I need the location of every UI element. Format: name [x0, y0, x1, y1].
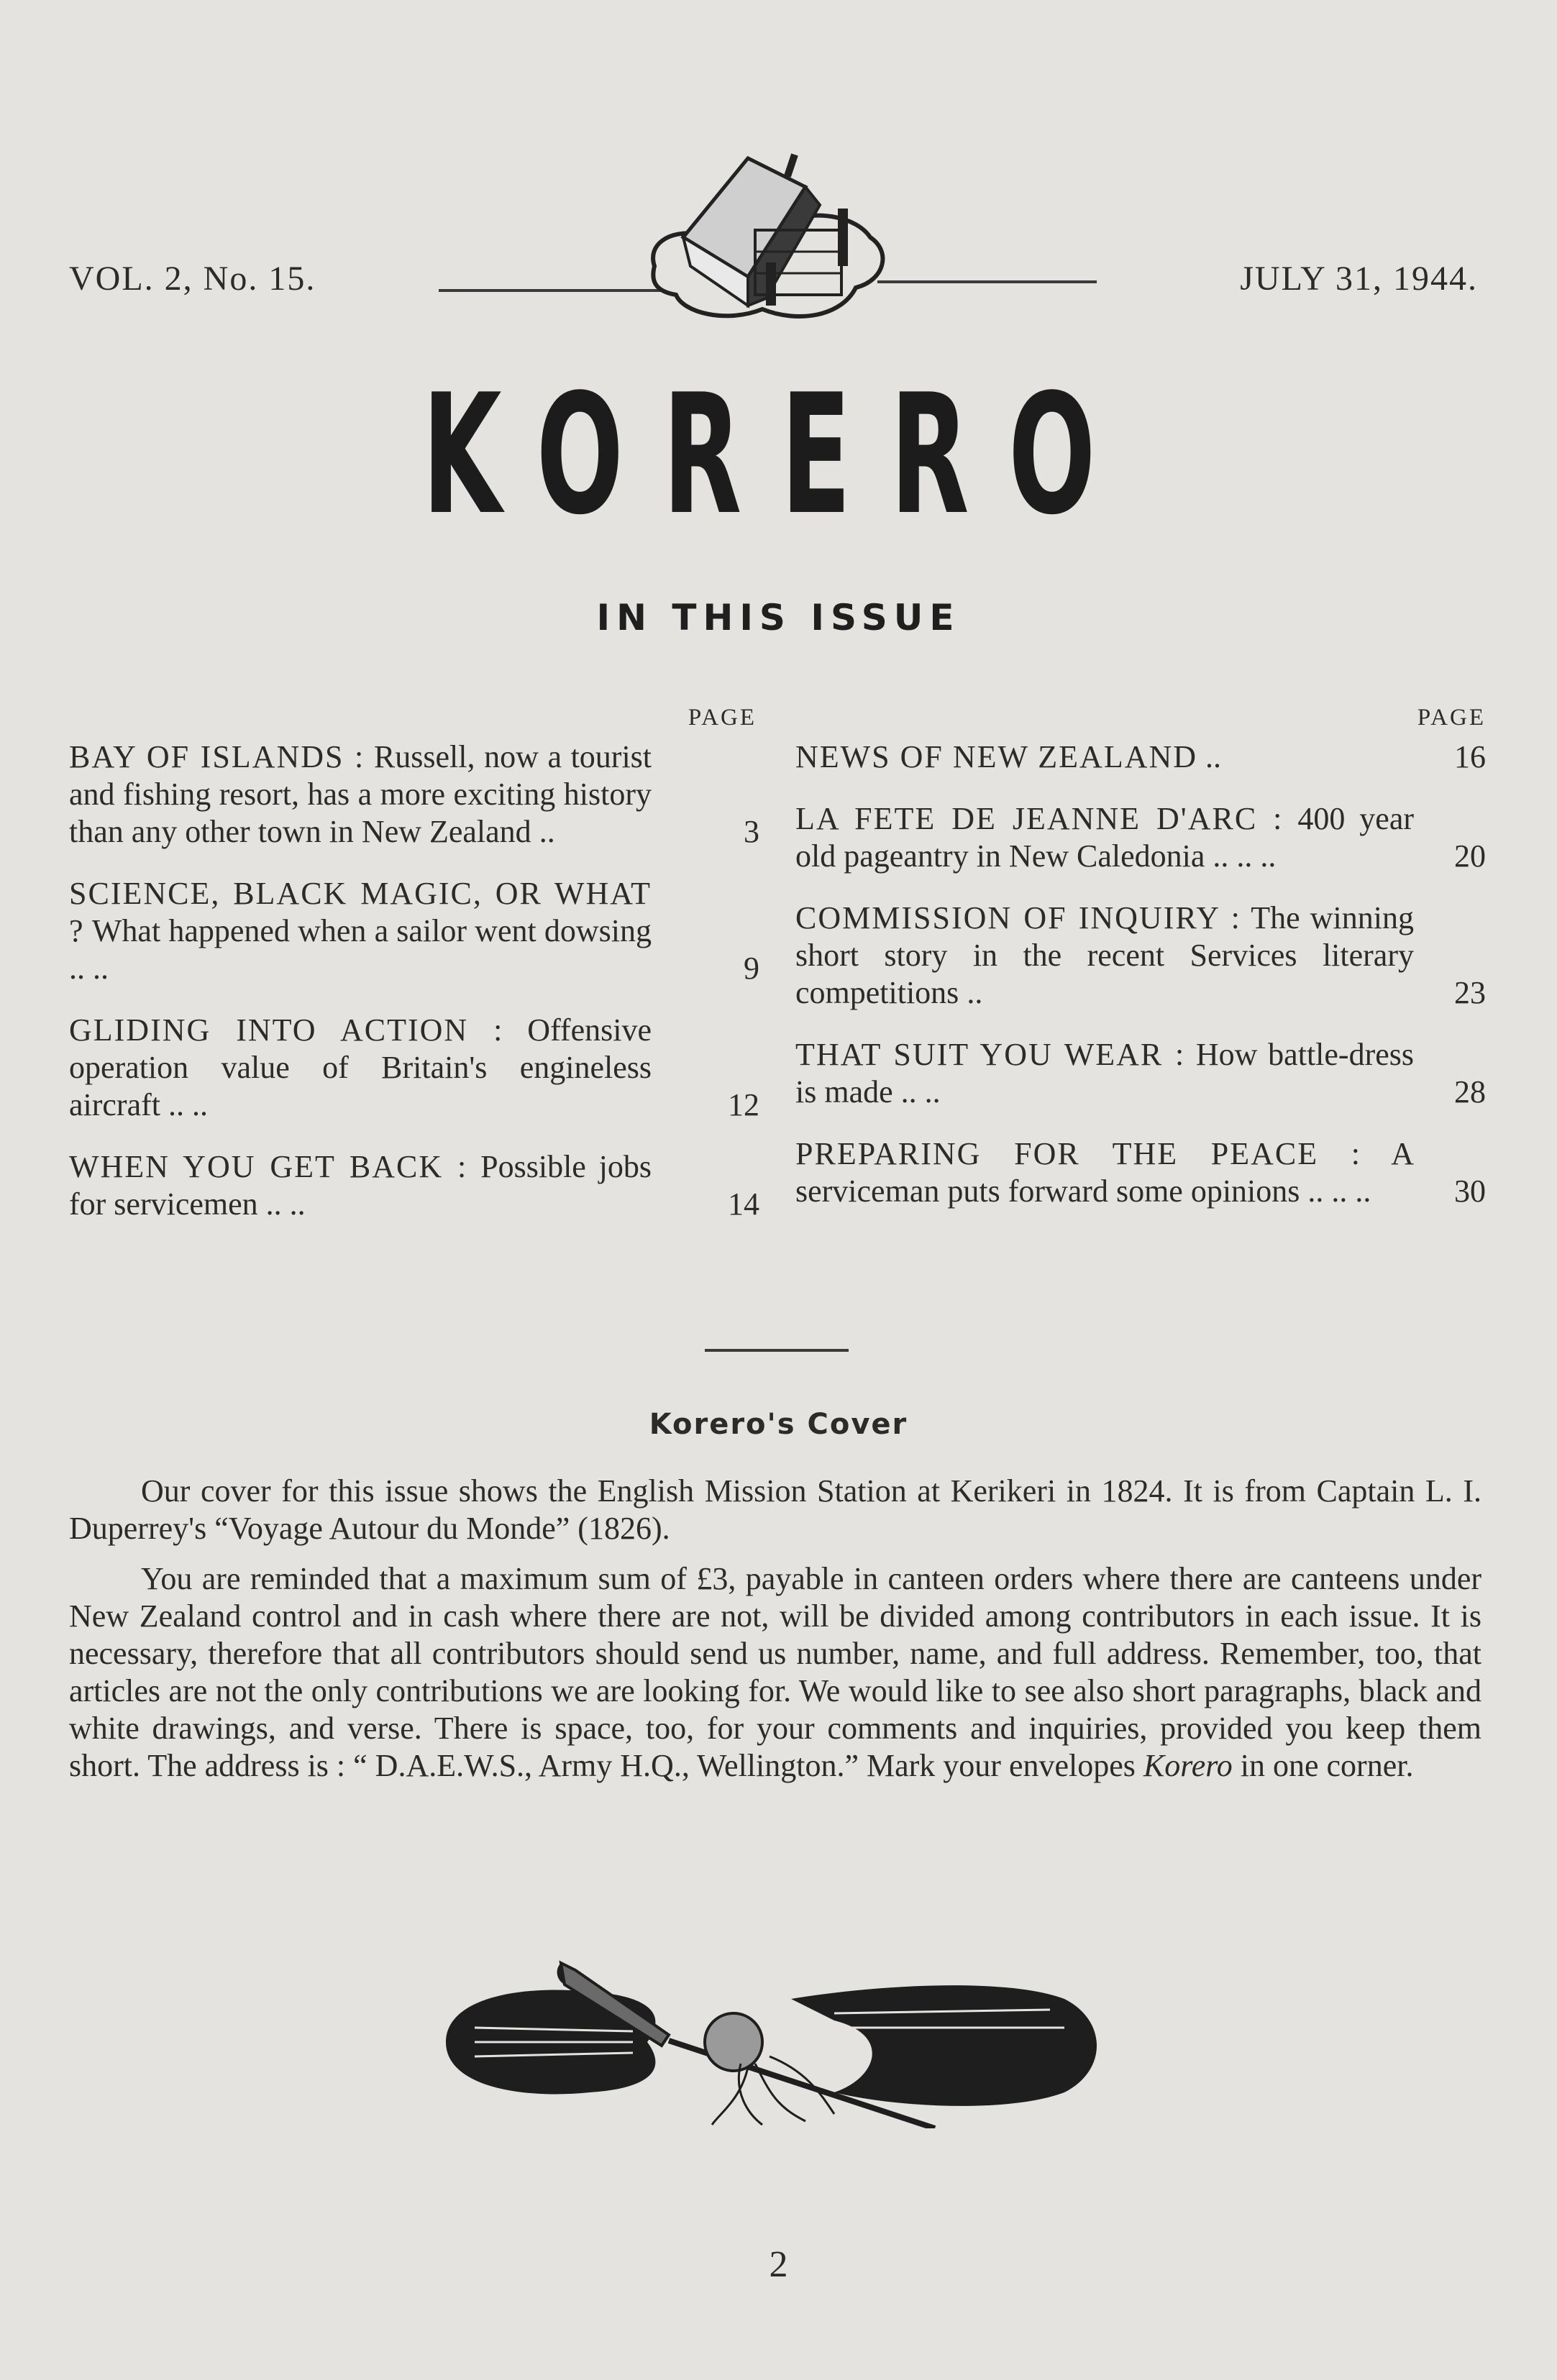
entry-leader-dots: ..	[967, 975, 983, 1010]
magazine-masthead: KORERO	[422, 360, 1135, 551]
house-logo-icon	[640, 144, 899, 331]
entry-leader-dots: .. ..	[900, 1074, 941, 1109]
entry-title: BAY OF ISLANDS :	[69, 739, 365, 774]
contents-entry	[795, 800, 1486, 875]
contributors-paragraph	[69, 1560, 1481, 1785]
contents-entry	[795, 1135, 1486, 1210]
entry-page-number: 16	[1454, 739, 1486, 774]
entry-page-number: 23	[1454, 975, 1486, 1010]
entry-title: NEWS OF NEW ZEALAND	[795, 739, 1198, 774]
contents-left-column	[69, 705, 759, 1248]
cover-section-body	[69, 1473, 1481, 1798]
contents-entry	[69, 1148, 759, 1223]
section-divider	[705, 1349, 849, 1352]
contributors-text-end: in one corner.	[1232, 1748, 1414, 1783]
entry-leader-dots: .. ..	[69, 951, 109, 986]
entry-description: Possible jobs for servicemen	[69, 1149, 652, 1222]
contents-entry	[795, 738, 1486, 776]
entry-leader-dots: .. ..	[168, 1087, 208, 1122]
volume-number: VOL. 2, No. 15.	[69, 260, 316, 298]
entry-description: How battle-dress is made	[795, 1037, 1414, 1109]
entry-leader-dots: .. .. ..	[1213, 838, 1277, 874]
entry-description: What happened when a sailor went dowsing	[91, 913, 652, 948]
page-number: 2	[769, 2244, 788, 2285]
entry-page-number: 28	[1454, 1074, 1486, 1109]
entry-page-number: 9	[744, 951, 759, 986]
entry-page-number: 14	[728, 1186, 759, 1222]
entry-description: 400 year old pageantry in New Caledonia	[795, 801, 1414, 874]
contents-entry	[69, 875, 759, 987]
entry-leader-dots: ..	[1205, 739, 1222, 774]
entry-page-number: 20	[1454, 838, 1486, 874]
magazine-name-italic: Korero	[1143, 1748, 1233, 1783]
page-column-label: PAGE	[688, 705, 757, 731]
page-column-label: PAGE	[1417, 705, 1486, 731]
entry-title: COMMISSION OF INQUIRY :	[795, 900, 1241, 935]
entry-description: Offensive operation value of Britain's engineless aircraft	[69, 1012, 652, 1122]
entry-title: PREPARING FOR THE PEACE :	[795, 1136, 1361, 1171]
entry-title: LA FETE DE JEANNE D'ARC :	[795, 801, 1284, 836]
contributors-text: You are reminded that a maximum sum of £3, payable in canteen orders where there are canteens under New Zealand control and in cash where there are not, will be divided among contributors in each issue. It is necessary, therefore that all contributors should send us number, name, and full address. Remember, too, that articles are not the only contributions we are looking for. We would like to see also short paragraphs, black and white drawings, and verse. There is space, too, for your comments and inquiries, provided you keep them short. The address is : “ D.A.E.W.S., Army H.Q., Wellington.” Mark your envelopes	[69, 1561, 1481, 1783]
entry-page-number: 3	[744, 814, 759, 849]
entry-leader-dots: .. ..	[265, 1186, 306, 1222]
contents-entry	[69, 1012, 759, 1124]
entry-title: WHEN YOU GET BACK :	[69, 1149, 468, 1184]
cover-paragraph: Our cover for this issue shows the English Mission Station at Kerikeri in 1824. It is from Captain L. I. Duperrey's “Voyage Autour du Monde” (1826).	[69, 1473, 1481, 1546]
entry-leader-dots: ..	[539, 814, 555, 849]
entry-title: GLIDING INTO ACTION :	[69, 1012, 504, 1048]
contents-entry	[69, 738, 759, 851]
entry-page-number: 30	[1454, 1173, 1486, 1209]
entry-description: The winning short story in the recent Services literary competitions	[795, 900, 1414, 1010]
issue-date: JULY 31, 1944.	[1240, 260, 1478, 298]
entry-title: THAT SUIT YOU WEAR :	[795, 1037, 1186, 1072]
entry-leader-dots: .. .. ..	[1307, 1173, 1371, 1209]
contents-entry	[795, 1036, 1486, 1111]
entry-description: A serviceman puts forward some opinions	[795, 1136, 1414, 1209]
taiaha-ornament-icon	[432, 1956, 1108, 2128]
contents-heading: IN THIS ISSUE	[596, 597, 961, 639]
contents-entry	[795, 900, 1486, 1012]
entry-page-number: 12	[728, 1087, 759, 1122]
contents-right-column	[795, 705, 1486, 1235]
entry-description: Russell, now a tourist and fishing resort, has a more exciting history than any other town in New Zealand	[69, 739, 652, 849]
entry-title: SCIENCE, BLACK MAGIC, OR WHAT ?	[69, 876, 652, 948]
cover-section-heading: Korero's Cover	[649, 1408, 908, 1441]
masthead-rule-right	[877, 280, 1097, 283]
